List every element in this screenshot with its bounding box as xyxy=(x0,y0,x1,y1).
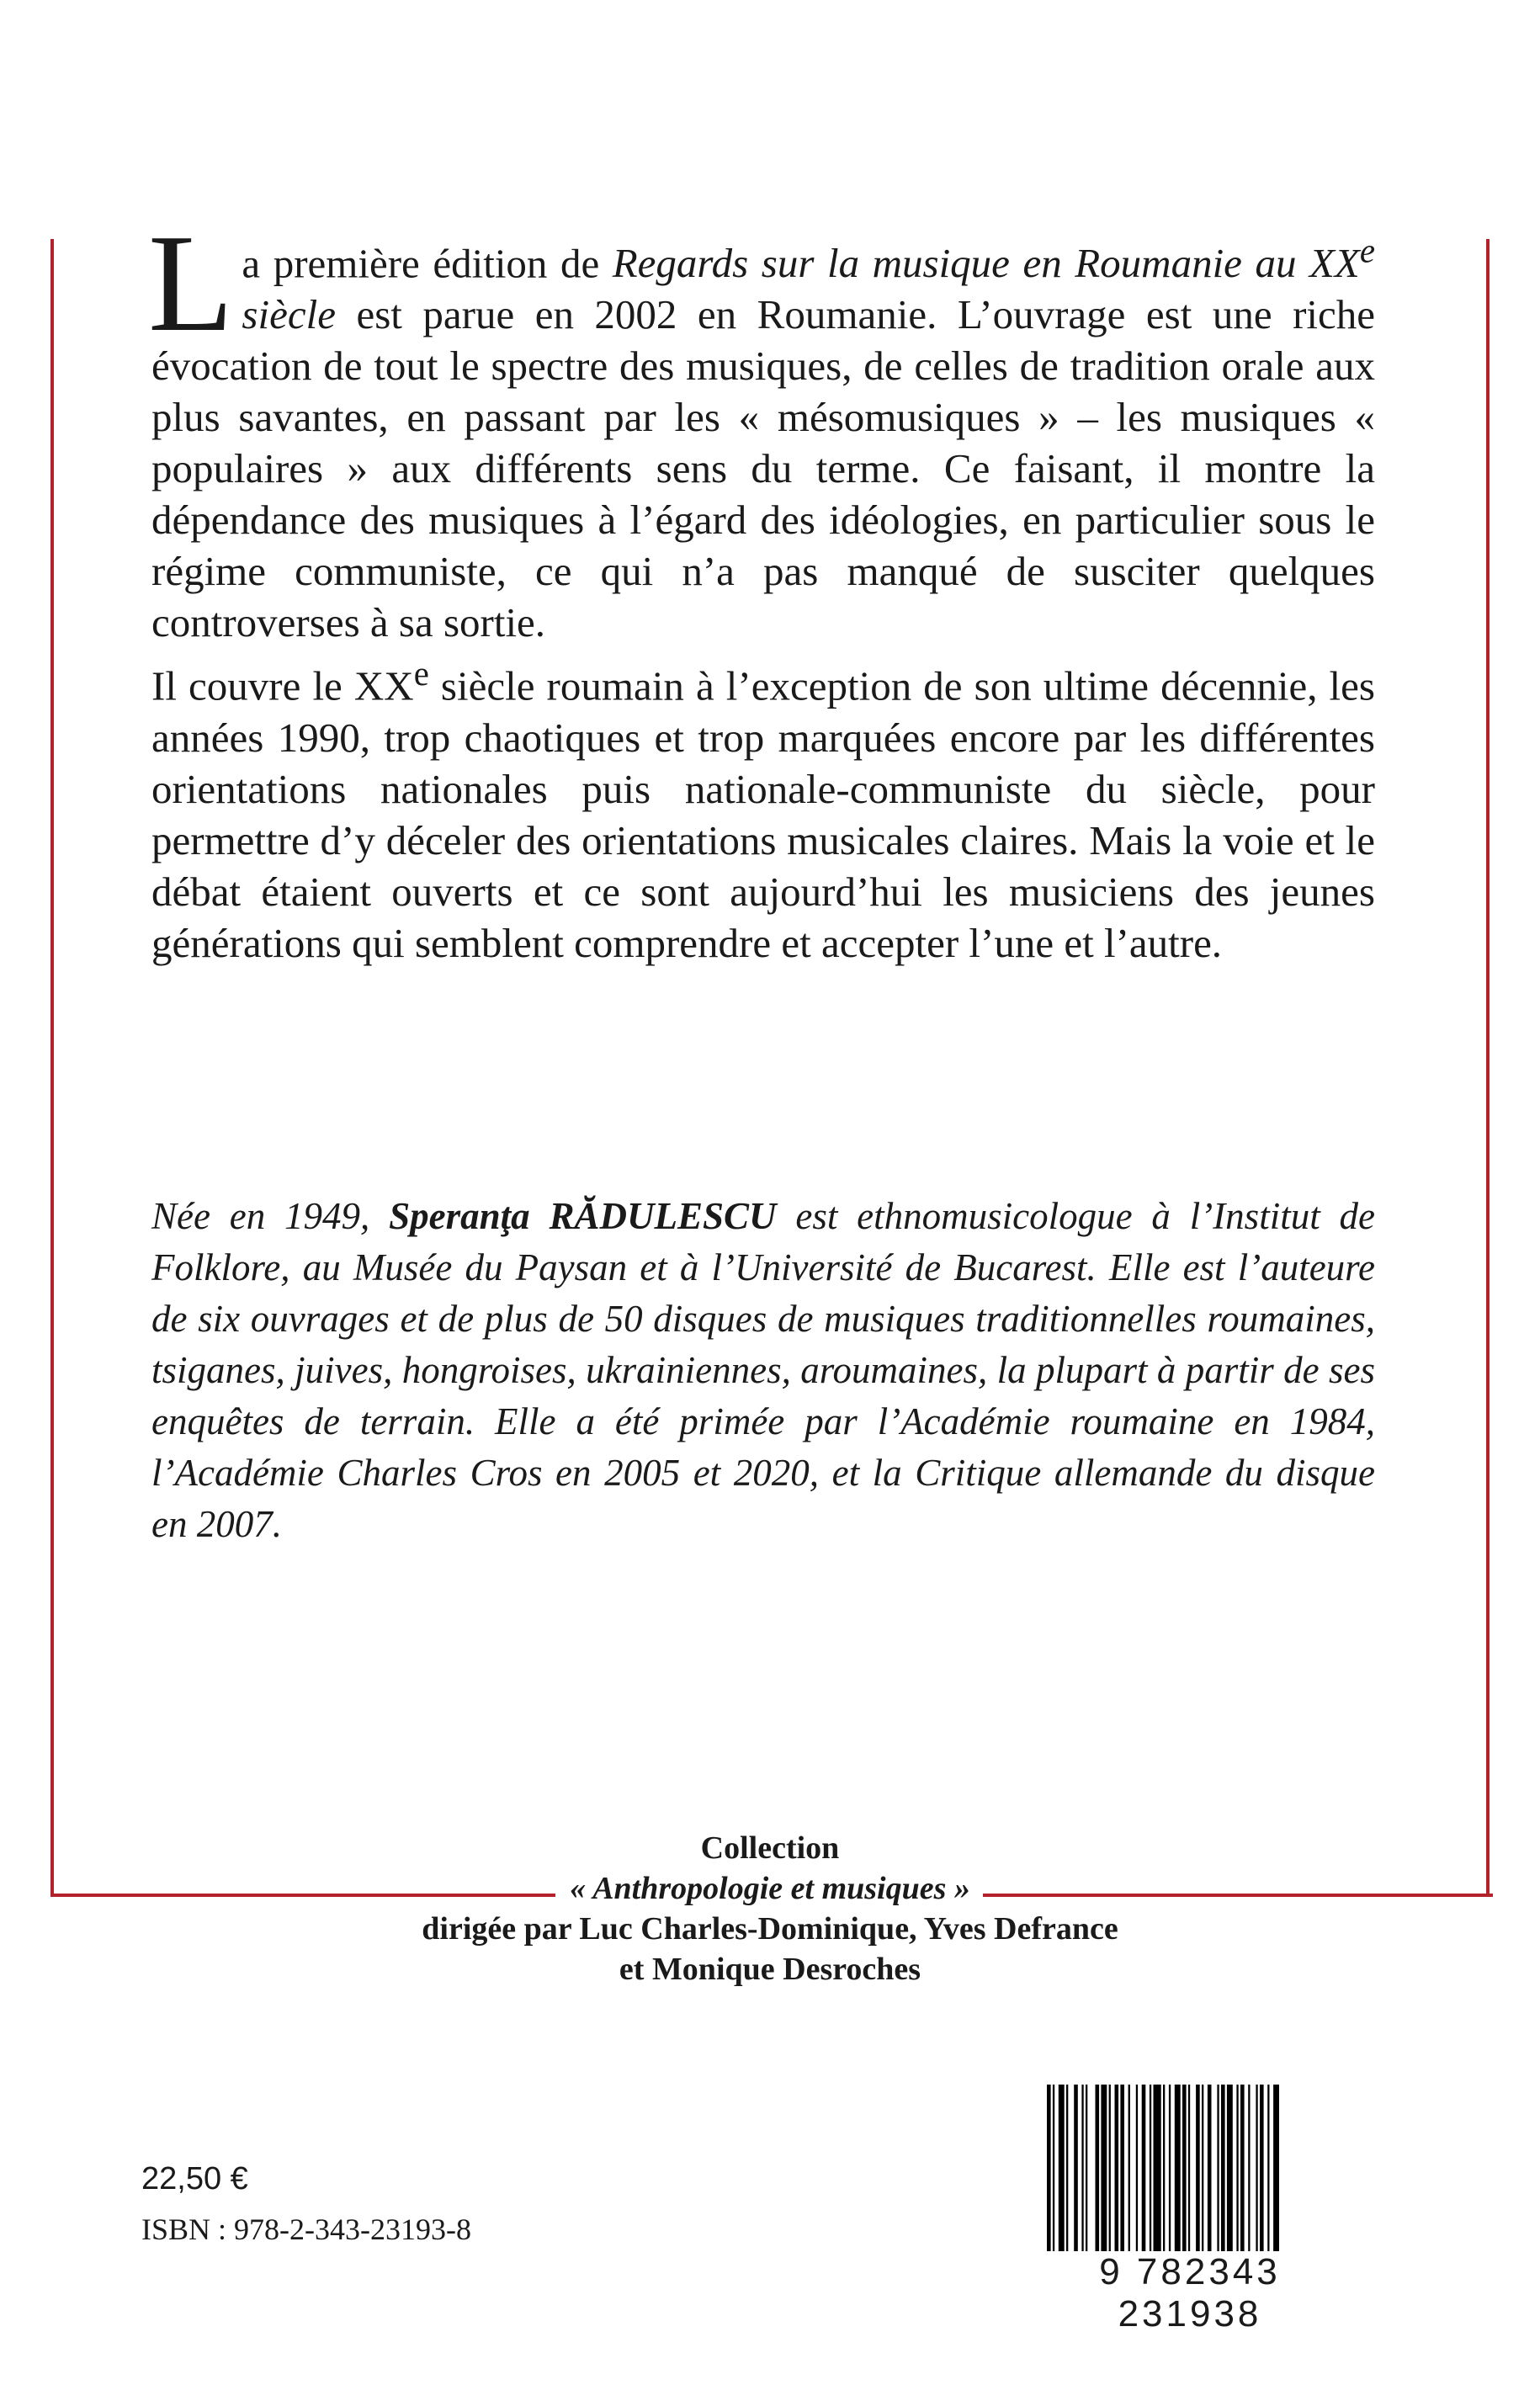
bio-text: est ethnomusicologue à l’Institut de Folklore, au Musée du Paysan et à l’Université de Bucarest. Elle est l’auteure de six ouvrages et de plus de 50 disques de musiques traditionnelles roumaines, tsiganes, juives, hongroises, ukrainiennes, aroumaines, la plupart à partir de ses enquêtes de terrain. Elle a été primée par l’Académie roumaine en 1984, l’Académie Charles Cros en 2005 et 2020, et la Critique allemande du disque en 2007. xyxy=(151,1195,1375,1545)
barcode-bar xyxy=(1101,2085,1107,2265)
barcode-bars xyxy=(1035,2085,1345,2265)
blurb-p1-body: est parue en 2002 en Roumanie. L’ouvrage est une riche évocation de tout le spectre des musiques, de celles de tradition orale aux plus savantes, en passant par les « mésomusiques » – les musiques « populaires » aux différents sens du terme. Ce faisant, il montre la dépendance des musiques à l’égard des idéologies, en particulier sous le régime communiste, ce qui n’a pas manqué de susciter quelques controverses à sa sortie. xyxy=(151,291,1375,646)
barcode-bar xyxy=(1202,2085,1203,2265)
barcode-bar xyxy=(1221,2085,1225,2265)
collection-info xyxy=(0,1828,1540,1989)
blurb-p1-intro: a première édition de xyxy=(242,240,613,287)
barcode-bar xyxy=(1267,2085,1269,2265)
author-bio xyxy=(151,1191,1375,1550)
collection-directors-line-2: et Monique Desroches xyxy=(619,1952,921,1987)
collection-directors-line-1: dirigée par Luc Charles-Dominique, Yves Defrance xyxy=(422,1911,1118,1947)
frame-left-border xyxy=(50,239,54,1897)
barcode-bar xyxy=(1256,2085,1257,2265)
blurb-paragraph-1 xyxy=(148,205,1375,648)
barcode-bar xyxy=(1154,2085,1161,2265)
isbn: ISBN : 978-2-343-23193-8 xyxy=(141,2212,471,2246)
barcode-bar xyxy=(1182,2085,1187,2265)
barcode-bar xyxy=(1208,2085,1212,2265)
barcode-bar xyxy=(1240,2085,1245,2265)
barcode-bar xyxy=(1096,2085,1100,2265)
barcode-bar xyxy=(1260,2085,1264,2265)
blurb-p2-body: siècle roumain à l’exception de son ultime décennie, les années 1990, trop chaotiques et trop marquées encore par les différentes orientations nationales puis nationale-communiste du siècle, pour permettre d’y déceler des orientations musicales claires. Mais la voie et le débat étaient ouverts et ce sont aujourd’hui les musiciens des jeunes générations qui semblent comprendre et accepter l’une et l’autre. xyxy=(151,662,1375,966)
book-title-end: siècle xyxy=(242,291,336,338)
barcode-bar xyxy=(1109,2085,1111,2265)
blurb-p2-superscript: e xyxy=(413,655,429,693)
barcode-bar xyxy=(1115,2085,1119,2265)
barcode-bar xyxy=(1163,2085,1165,2265)
drop-cap: L xyxy=(148,205,234,360)
bio-lead: Née en 1949, xyxy=(151,1195,390,1237)
barcode-bar xyxy=(1081,2085,1083,2265)
barcode-bar xyxy=(1169,2085,1171,2265)
barcode-bar xyxy=(1236,2085,1238,2265)
barcode-bar xyxy=(1248,2085,1250,2265)
barcode-bar xyxy=(1053,2085,1054,2265)
barcode-bar xyxy=(1059,2085,1065,2265)
barcode-bar xyxy=(1066,2085,1068,2265)
book-title-superscript: e xyxy=(1359,232,1375,270)
barcode-bar xyxy=(1142,2085,1146,2265)
barcode-digits: 9 782343 231938 xyxy=(1035,2251,1345,2335)
blurb-paragraph-2 xyxy=(151,648,1375,968)
price: 22,50 € xyxy=(141,2161,248,2196)
barcode-bar xyxy=(1188,2085,1190,2265)
frame-right-border xyxy=(1486,239,1490,1897)
blurb-p2-intro: Il couvre le XX xyxy=(151,662,414,709)
barcode-bar xyxy=(1196,2085,1200,2265)
collection-heading: Collection xyxy=(700,1830,840,1866)
barcode-bar xyxy=(1128,2085,1130,2265)
barcode-bar xyxy=(1047,2085,1051,2265)
barcode-bar xyxy=(1120,2085,1124,2265)
barcode-bar xyxy=(1136,2085,1138,2265)
barcode-bar xyxy=(1217,2085,1219,2265)
barcode-bar xyxy=(1175,2085,1181,2265)
author-name: Speranţa RĂDULESCU xyxy=(389,1195,777,1237)
barcode-bar xyxy=(1227,2085,1233,2265)
book-title-text: Regards sur la musique en Roumanie au XX xyxy=(612,240,1360,287)
barcode-bar xyxy=(1150,2085,1151,2265)
collection-series: « Anthropologie et musiques » xyxy=(570,1871,970,1906)
barcode-bar xyxy=(1086,2085,1087,2265)
barcode-bar xyxy=(1074,2085,1078,2265)
back-cover-blurb xyxy=(148,205,1375,969)
barcode-bar xyxy=(1273,2085,1279,2265)
barcode xyxy=(1035,2085,1345,2335)
